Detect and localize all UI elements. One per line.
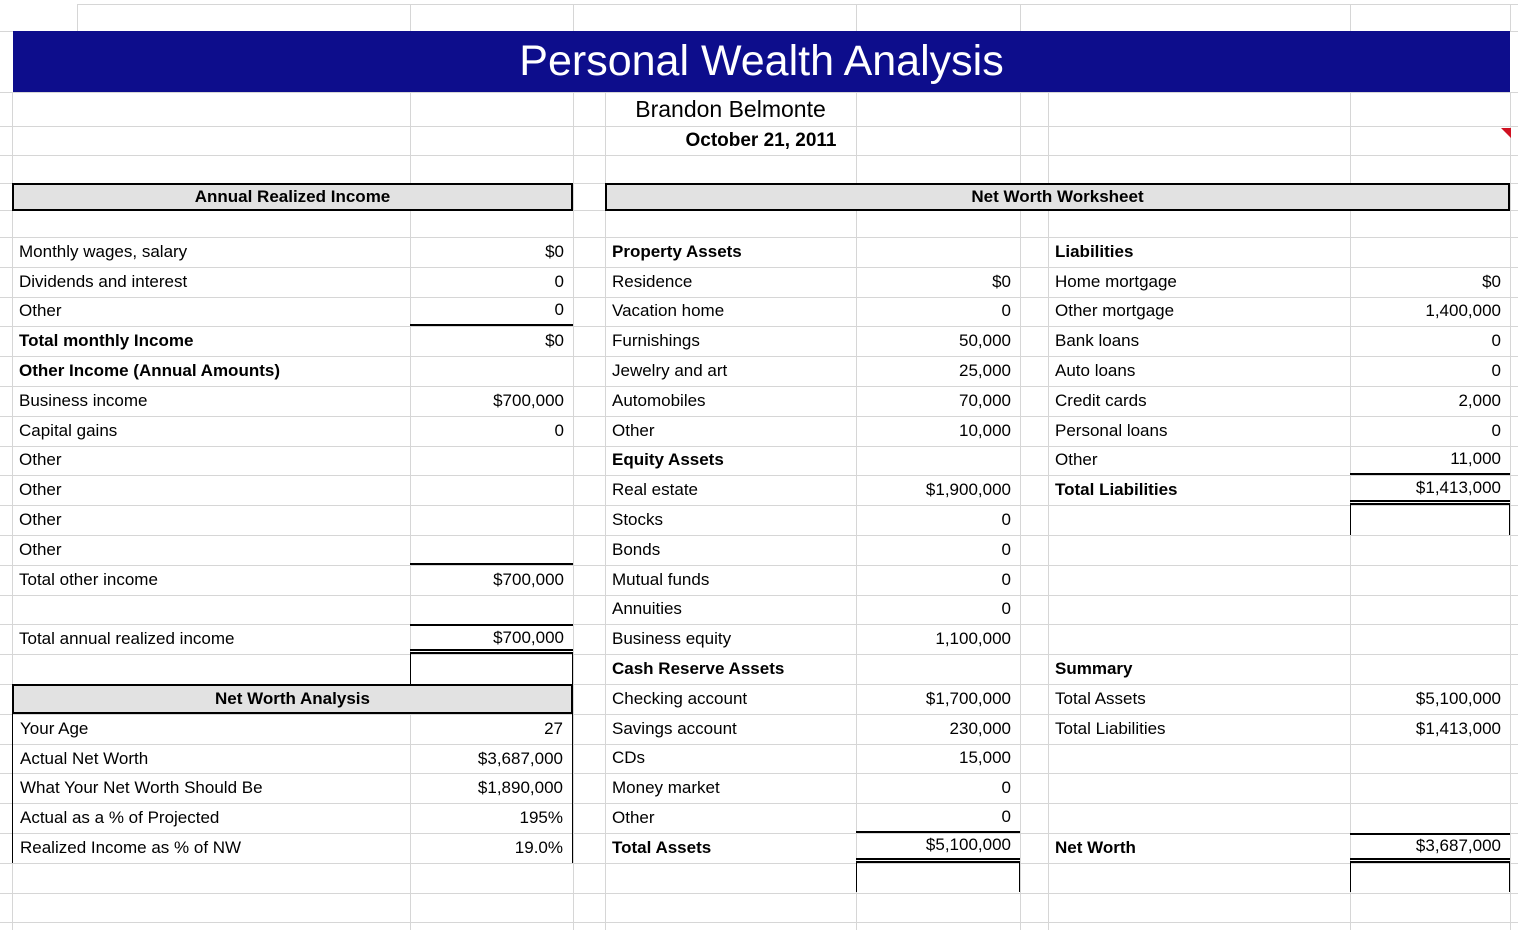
table-row — [12, 416, 573, 446]
table-row — [605, 684, 1020, 714]
liabilities-table — [1048, 237, 1510, 863]
table-row — [605, 297, 1020, 327]
row-value-cell[interactable] — [1350, 237, 1510, 267]
row-value-cell[interactable]: $1,413,000 — [1350, 475, 1510, 505]
row-label-cell[interactable]: Credit cards — [1055, 390, 1147, 410]
empty-bordered-cell[interactable] — [856, 863, 1020, 892]
table-row — [13, 744, 572, 774]
net-worth-analysis-table — [12, 714, 573, 863]
row-value-cell[interactable]: 0 — [1001, 539, 1011, 559]
empty-bordered-cell[interactable] — [410, 654, 573, 684]
row-value-cell[interactable]: 1,400,000 — [1425, 301, 1501, 321]
row-label-cell[interactable]: Jewelry and art — [612, 361, 728, 381]
table-row — [1048, 714, 1510, 744]
row-value-cell[interactable]: $3,687,000 — [477, 748, 563, 768]
row-label-cell[interactable]: Savings account — [612, 718, 737, 738]
row-label-cell[interactable]: Actual Net Worth — [20, 748, 149, 768]
comment-indicator-icon[interactable] — [1501, 128, 1511, 138]
row-label-cell[interactable] — [1048, 744, 1350, 774]
row-label-cell[interactable]: Total monthly Income — [19, 331, 194, 351]
row-value-cell[interactable] — [856, 654, 1020, 684]
row-value-cell[interactable] — [1350, 595, 1510, 625]
row-label-cell[interactable]: Other — [19, 301, 62, 321]
table-row — [1048, 535, 1510, 565]
table-row — [605, 654, 1020, 684]
row-label-cell[interactable]: Realized Income as % of NW — [20, 838, 242, 858]
table-row — [1048, 356, 1510, 386]
table-row — [605, 386, 1020, 416]
row-value-cell[interactable] — [1350, 773, 1510, 803]
table-row — [605, 535, 1020, 565]
row-label-cell[interactable]: Total Liabilities — [1055, 480, 1178, 500]
row-label-cell[interactable]: Personal loans — [1055, 420, 1168, 440]
row-label-cell[interactable]: Mutual funds — [612, 569, 710, 589]
row-label-cell[interactable]: Summary — [1055, 659, 1133, 679]
row-value-cell[interactable] — [856, 237, 1020, 267]
row-value-cell[interactable]: 230,000 — [949, 718, 1011, 738]
row-value-cell[interactable] — [410, 505, 573, 535]
table-row — [605, 624, 1020, 654]
table-row — [12, 505, 573, 535]
row-label-cell[interactable]: Capital gains — [19, 420, 118, 440]
table-row — [605, 356, 1020, 386]
row-value-cell[interactable] — [1350, 505, 1510, 535]
row-value-cell[interactable] — [410, 535, 573, 565]
table-row — [1048, 475, 1510, 505]
owner-name-cell[interactable]: Brandon Belmonte — [635, 95, 826, 122]
row-label-cell[interactable]: Auto loans — [1055, 361, 1136, 381]
table-row — [1048, 624, 1510, 654]
table-row — [12, 595, 573, 625]
table-row — [1048, 684, 1510, 714]
table-row — [605, 803, 1020, 833]
row-value-cell[interactable]: $0 — [545, 331, 564, 351]
row-value-cell[interactable]: $700,000 — [410, 624, 573, 654]
row-label-cell[interactable] — [1048, 803, 1350, 833]
row-value-cell[interactable]: 1,100,000 — [935, 629, 1011, 649]
row-value-cell[interactable]: 0 — [1001, 778, 1011, 798]
row-value-cell[interactable]: 2,000 — [1458, 390, 1501, 410]
section-title: Net Worth Analysis — [215, 689, 370, 708]
row-label-cell[interactable]: Furnishings — [612, 331, 700, 351]
row-value-cell[interactable] — [1350, 565, 1510, 595]
section-title: Net Worth Worksheet — [971, 187, 1144, 206]
table-row — [605, 565, 1020, 595]
report-date-cell[interactable]: October 21, 2011 — [685, 129, 837, 151]
row-value-cell[interactable]: 0 — [1491, 420, 1501, 440]
row-label-cell[interactable]: Total other income — [19, 569, 158, 589]
row-value-cell[interactable] — [1350, 535, 1510, 565]
row-label-cell[interactable]: Total Assets — [1055, 688, 1146, 708]
row-value-cell[interactable]: 25,000 — [959, 361, 1011, 381]
row-label-cell[interactable] — [1048, 565, 1350, 595]
table-row — [12, 386, 573, 416]
row-value-cell[interactable]: 0 — [1001, 569, 1011, 589]
row-value-cell[interactable]: $5,100,000 — [856, 833, 1020, 863]
row-value-cell[interactable] — [410, 356, 573, 386]
row-label-cell[interactable]: What Your Net Worth Should Be — [20, 778, 263, 798]
table-row — [12, 267, 573, 297]
row-value-cell[interactable] — [410, 595, 573, 625]
page-title: Personal Wealth Analysis — [519, 37, 1004, 85]
row-value-cell[interactable]: 19.0% — [514, 838, 563, 858]
table-row — [1048, 595, 1510, 625]
row-label-cell[interactable]: Total annual realized income — [19, 629, 235, 649]
table-row — [605, 416, 1020, 446]
row-label-cell[interactable]: Net Worth — [1055, 837, 1136, 857]
row-value-cell[interactable]: 27 — [544, 718, 563, 738]
row-label-cell[interactable]: Actual as a % of Projected — [20, 808, 220, 828]
table-row — [1048, 833, 1510, 863]
table-row — [1048, 416, 1510, 446]
row-value-cell[interactable]: $700,000 — [493, 390, 564, 410]
empty-bordered-cell[interactable] — [1350, 863, 1510, 892]
row-label-cell[interactable]: CDs — [612, 748, 646, 768]
table-row — [1048, 744, 1510, 774]
table-row — [1048, 297, 1510, 327]
row-value-cell[interactable]: 10,000 — [959, 420, 1011, 440]
row-label-cell[interactable]: Other — [19, 539, 62, 559]
row-label-cell[interactable]: Liabilities — [1055, 241, 1134, 261]
row-value-cell[interactable]: 11,000 — [1350, 446, 1510, 476]
row-label-cell[interactable]: Total Liabilities — [1055, 718, 1166, 738]
row-label-cell[interactable]: Dividends and interest — [19, 271, 188, 291]
row-label-cell[interactable] — [1048, 535, 1350, 565]
row-value-cell[interactable] — [1350, 803, 1510, 833]
table-row — [605, 595, 1020, 625]
table-row — [1048, 446, 1510, 476]
row-value-cell[interactable]: 0 — [1001, 599, 1011, 619]
row-label-cell[interactable]: Money market — [612, 778, 720, 798]
table-row — [12, 475, 573, 505]
row-value-cell[interactable]: 15,000 — [959, 748, 1011, 768]
row-label-cell[interactable]: Bonds — [612, 539, 661, 559]
table-row — [13, 714, 572, 744]
row-label-cell[interactable]: Property Assets — [612, 241, 742, 261]
row-label-cell[interactable]: Your Age — [20, 718, 89, 738]
row-label-cell[interactable]: Total Assets — [612, 837, 712, 857]
table-row — [12, 326, 573, 356]
row-value-cell[interactable]: 0 — [1491, 361, 1501, 381]
table-row — [12, 535, 573, 565]
row-value-cell[interactable]: $0 — [545, 241, 564, 261]
row-label-cell[interactable]: Home mortgage — [1055, 271, 1177, 291]
row-value-cell[interactable] — [410, 475, 573, 505]
row-label-cell[interactable]: Other — [1055, 450, 1098, 470]
row-value-cell[interactable]: 0 — [554, 420, 564, 440]
row-label-cell[interactable]: Stocks — [612, 510, 664, 530]
row-value-cell[interactable]: 70,000 — [959, 390, 1011, 410]
section-header-annual-realized-income — [12, 183, 573, 211]
row-label-cell[interactable]: Other mortgage — [1055, 301, 1175, 321]
row-label-cell[interactable] — [1048, 624, 1350, 654]
row-value-cell[interactable] — [1350, 624, 1510, 654]
row-label-cell[interactable]: Other — [612, 808, 655, 828]
table-row — [605, 505, 1020, 535]
table-row — [605, 446, 1020, 476]
table-row — [13, 774, 572, 804]
row-label-cell[interactable]: Annuities — [612, 599, 682, 619]
row-label-cell[interactable]: Business equity — [612, 629, 732, 649]
row-label-cell[interactable]: Other — [612, 420, 655, 440]
row-value-cell[interactable]: 0 — [1491, 331, 1501, 351]
row-value-cell[interactable]: $1,900,000 — [925, 480, 1011, 500]
table-row — [605, 773, 1020, 803]
table-row — [12, 565, 573, 595]
income-table — [12, 237, 573, 654]
table-row — [13, 803, 572, 833]
row-value-cell[interactable]: $700,000 — [493, 569, 564, 589]
table-row — [1048, 386, 1510, 416]
row-label-cell[interactable]: Bank loans — [1055, 331, 1140, 351]
table-row — [1048, 505, 1510, 535]
row-value-cell[interactable]: $1,890,000 — [477, 778, 563, 798]
section-header-net-worth-analysis — [12, 684, 573, 714]
row-value-cell[interactable]: 50,000 — [959, 331, 1011, 351]
row-value-cell[interactable]: $0 — [1482, 271, 1501, 291]
row-label-cell[interactable]: Other — [19, 480, 62, 500]
row-label-cell[interactable]: Other Income (Annual Amounts) — [19, 361, 280, 381]
table-row — [1048, 565, 1510, 595]
row-label-cell[interactable] — [1048, 505, 1350, 535]
row-value-cell[interactable]: $5,100,000 — [1415, 688, 1501, 708]
table-row — [12, 356, 573, 386]
table-row — [13, 833, 572, 863]
row-value-cell[interactable]: 0 — [554, 271, 564, 291]
table-row — [605, 475, 1020, 505]
row-value-cell[interactable] — [410, 446, 573, 476]
row-label-cell[interactable] — [1048, 773, 1350, 803]
row-label-cell[interactable]: Checking account — [612, 688, 748, 708]
table-row — [605, 237, 1020, 267]
table-row — [1048, 803, 1510, 833]
table-row — [12, 297, 573, 327]
assets-table — [605, 237, 1020, 863]
table-row — [12, 624, 573, 654]
row-value-cell[interactable]: $1,700,000 — [925, 688, 1011, 708]
table-row — [605, 833, 1020, 863]
row-value-cell[interactable] — [856, 446, 1020, 476]
row-label-cell[interactable]: Monthly wages, salary — [19, 241, 188, 261]
row-label-cell[interactable] — [12, 595, 410, 625]
table-row — [1048, 773, 1510, 803]
table-row — [1048, 267, 1510, 297]
table-row — [1048, 237, 1510, 267]
row-label-cell[interactable]: Cash Reserve Assets — [612, 659, 785, 679]
table-row — [1048, 326, 1510, 356]
table-row — [12, 237, 573, 267]
row-value-cell[interactable] — [1350, 654, 1510, 684]
table-row — [605, 326, 1020, 356]
row-label-cell[interactable]: Real estate — [612, 480, 698, 500]
table-row — [12, 446, 573, 476]
row-value-cell[interactable]: 0 — [1001, 301, 1011, 321]
section-title: Annual Realized Income — [194, 187, 391, 206]
row-label-cell[interactable]: Other — [19, 510, 62, 530]
row-label-cell[interactable] — [1048, 595, 1350, 625]
row-label-cell[interactable]: Equity Assets — [612, 450, 724, 470]
title-banner — [13, 31, 1510, 92]
section-header-net-worth-worksheet — [605, 183, 1510, 211]
row-label-cell[interactable]: Residence — [612, 271, 693, 291]
row-label-cell[interactable]: Business income — [19, 390, 148, 410]
row-value-cell[interactable]: 195% — [519, 808, 563, 828]
row-label-cell[interactable]: Other — [19, 450, 62, 470]
row-value-cell[interactable]: $1,413,000 — [1415, 718, 1501, 738]
row-label-cell[interactable]: Automobiles — [612, 390, 706, 410]
row-value-cell[interactable] — [1350, 744, 1510, 774]
row-value-cell[interactable]: 0 — [410, 297, 573, 327]
table-row — [605, 714, 1020, 744]
row-value-cell[interactable]: $3,687,000 — [1350, 833, 1510, 863]
table-row — [605, 744, 1020, 774]
table-row — [605, 267, 1020, 297]
table-row — [1048, 654, 1510, 684]
row-label-cell[interactable]: Vacation home — [612, 301, 725, 321]
row-value-cell[interactable]: 0 — [856, 803, 1020, 833]
row-value-cell[interactable]: $0 — [992, 271, 1011, 291]
row-value-cell[interactable]: 0 — [1001, 510, 1011, 530]
